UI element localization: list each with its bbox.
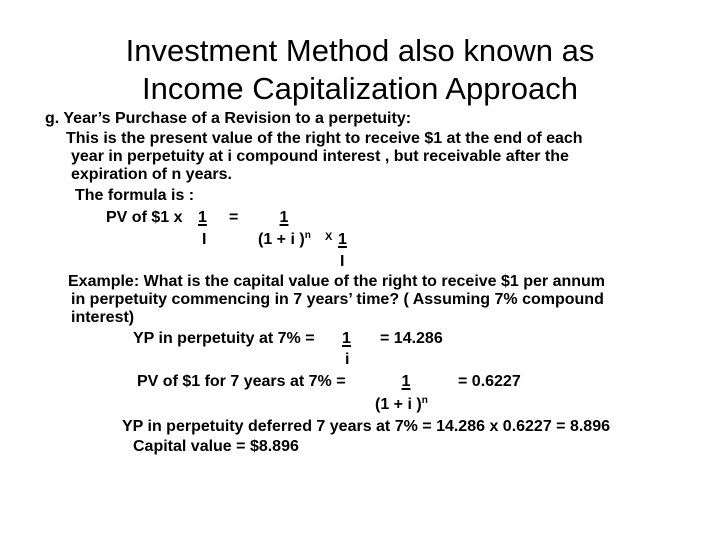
yp-denominator: i bbox=[345, 351, 350, 368]
pv-exponent: n bbox=[421, 395, 428, 406]
formula-exponent: n bbox=[304, 230, 311, 241]
pv-numerator: 1 bbox=[401, 373, 411, 390]
deferred-result: YP in perpetuity deferred 7 years at 7% = 14.286 x 0.6227 = 8.896 bbox=[122, 418, 610, 435]
description-line: This is the present value of the right to receive $1 at the end of each bbox=[66, 130, 583, 147]
yp-numerator: 1 bbox=[342, 330, 351, 347]
capital-value: Capital value = $8.896 bbox=[133, 438, 299, 455]
example-line: Example: What is the capital value of the right to receive $1 per annum bbox=[68, 273, 606, 290]
yp-label: YP in perpetuity at 7% = bbox=[133, 330, 315, 347]
formula-rhs-denominator: (1 + i )$^n$ bbox=[258, 230, 311, 248]
title-line-2: Income Capitalization Approach bbox=[142, 71, 578, 106]
formula-lhs-denominator: I bbox=[202, 231, 207, 248]
formula-intro: The formula is : bbox=[75, 187, 195, 204]
example-line: interest) bbox=[71, 309, 135, 326]
section-heading: g. Year’s Purchase of a Revision to a perpetuity: bbox=[45, 110, 412, 127]
formula-rhs-numerator: 1 bbox=[279, 209, 289, 226]
formula-lhs-prefix: PV of $1 x bbox=[106, 209, 183, 226]
slide-title bbox=[0, 32, 720, 108]
formula-rhs2-numerator: 1 bbox=[338, 231, 347, 248]
yp-result: = 14.286 bbox=[380, 330, 443, 347]
formula-lhs-numerator: 1 bbox=[198, 209, 207, 226]
example-line: in perpetuity commencing in 7 years’ time? ( Assuming 7% compound bbox=[71, 291, 604, 308]
pv-label: PV of $1 for 7 years at 7% = bbox=[137, 373, 346, 390]
pv-denominator: (1 + i )$^n$ bbox=[375, 395, 428, 413]
formula-times: X bbox=[325, 231, 333, 243]
formula-equals: = bbox=[229, 209, 239, 226]
formula-rhs2-denominator: I bbox=[340, 253, 345, 270]
title-line-1: Investment Method also known as bbox=[125, 33, 595, 68]
description-line: year in perpetuity at i compound interest , but receivable after the bbox=[71, 148, 569, 165]
pv-result: = 0.6227 bbox=[458, 373, 521, 390]
description-line: expiration of n years. bbox=[71, 166, 232, 183]
